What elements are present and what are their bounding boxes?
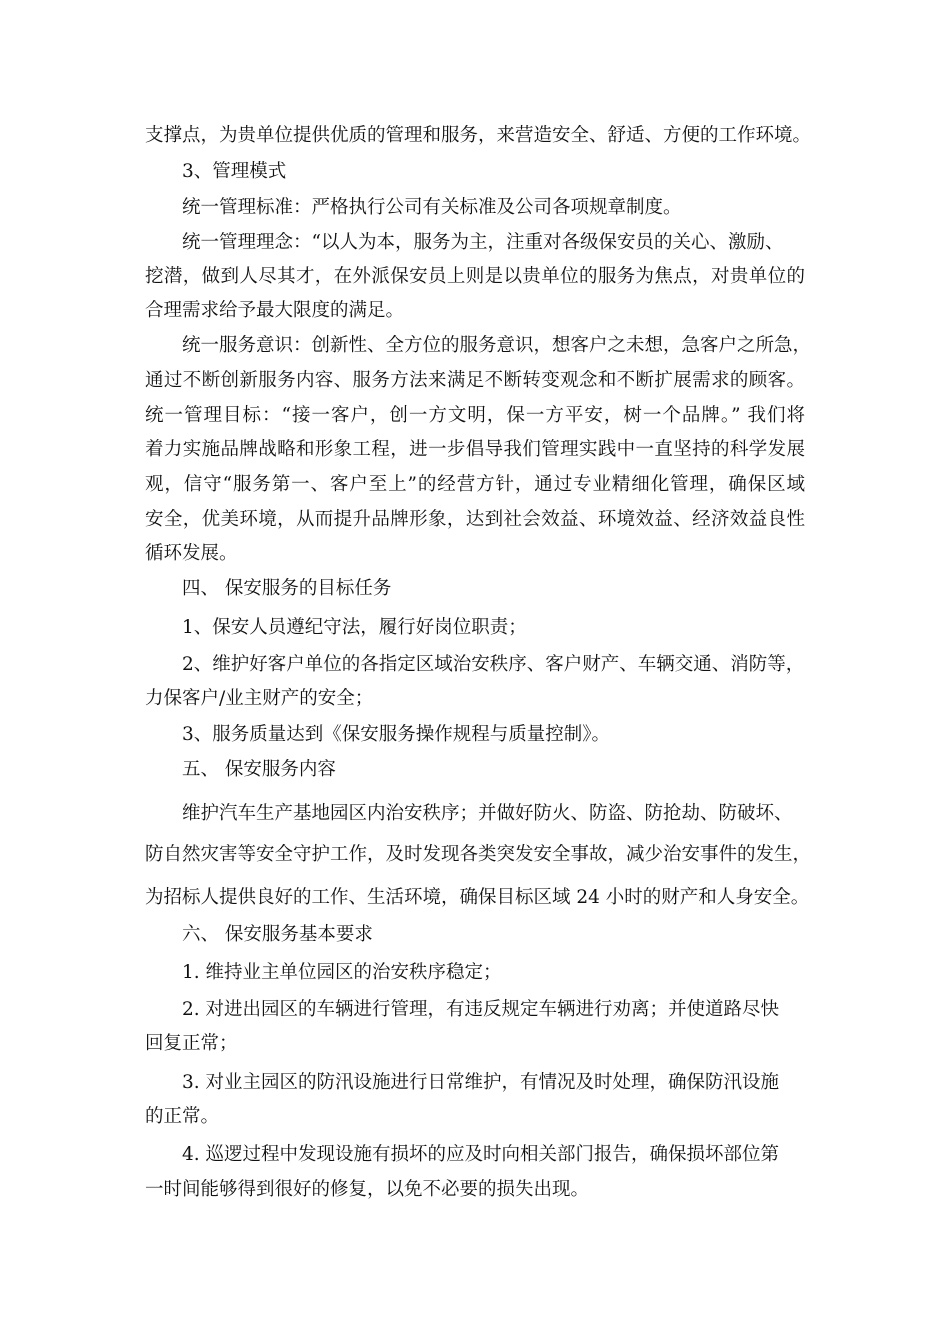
paragraph-line: 统一服务意识：创新性、全方位的服务意识，想客户之未想，急客户之所急， <box>182 335 812 356</box>
section-heading: 3、管理模式 <box>182 161 287 182</box>
section-heading: 四、 保安服务的目标任务 <box>182 578 392 599</box>
paragraph-line: 挖潜，做到人尽其才，在外派保安员上则是以贵单位的服务为焦点，对贵单位的 <box>145 266 805 287</box>
list-item: 回复正常； <box>145 1033 238 1054</box>
list-item: 4. 巡逻过程中发现设施有损坏的应及时向相关部门报告，确保损坏部位第 <box>182 1144 780 1165</box>
list-item: 1. 维持业主单位园区的治安秩序稳定； <box>182 962 502 983</box>
paragraph-line: 着力实施品牌战略和形象工程，进一步倡导我们管理实践中一直坚持的科学发展 <box>145 439 805 460</box>
list-item: 一时间能够得到很好的修复，以免不必要的损失出现。 <box>145 1179 590 1200</box>
list-item: 2. 对进出园区的车辆进行管理，有违反规定车辆进行劝离；并使道路尽快 <box>182 999 780 1020</box>
list-item: 的正常。 <box>145 1106 220 1127</box>
paragraph-line: 防自然灾害等安全守护工作，及时发现各类突发安全事故，减少治安事件的发生， <box>145 844 812 865</box>
list-item: 3. 对业主园区的防汛设施进行日常维护，有情况及时处理，确保防汛设施 <box>182 1072 780 1093</box>
paragraph-line: 支撑点，为贵单位提供优质的管理和服务，来营造安全、舒适、方便的工作环境。 <box>145 125 812 146</box>
paragraph-line: 为招标人提供良好的工作、生活环境，确保目标区域 24 小时的财产和人身安全。 <box>145 887 810 908</box>
list-item: 力保客户/业主财产的安全； <box>145 688 374 709</box>
list-item: 3、服务质量达到《保安服务操作规程与质量控制》。 <box>182 724 611 745</box>
list-item: 2、维护好客户单位的各指定区域治安秩序、客户财产、车辆交通、消防等， <box>182 654 805 675</box>
paragraph-line: 维护汽车生产基地园区内治安秩序；并做好防火、防盗、防抢劫、防破坏、 <box>182 803 793 824</box>
section-heading: 五、 保安服务内容 <box>182 759 336 780</box>
paragraph-line: 循环发展。 <box>145 543 238 564</box>
paragraph-line: 统一管理理念：“以人为本，服务为主，注重对各级保安员的关心、激励、 <box>182 232 784 253</box>
paragraph-line: 安全，优美环境，从而提升品牌形象，达到社会效益、环境效益、经济效益良性 <box>145 509 805 530</box>
paragraph-line: 统一管理目标：“接一客户，创一方文明，保一方平安，树一个品牌。” 我们将 <box>145 405 805 426</box>
paragraph-line: 通过不断创新服务内容、服务方法来满足不断转变观念和不断扩展需求的顾客。 <box>145 370 805 391</box>
list-item: 1、保安人员遵纪守法，履行好岗位职责； <box>182 617 527 638</box>
paragraph-line: 合理需求给予最大限度的满足。 <box>145 300 405 321</box>
paragraph-line: 观，信守“服务第一、客户至上”的经营方针，通过专业精细化管理，确保区域 <box>145 474 805 495</box>
section-heading: 六、 保安服务基本要求 <box>182 924 373 945</box>
paragraph-line: 统一管理标准：严格执行公司有关标准及公司各项规章制度。 <box>182 197 682 218</box>
